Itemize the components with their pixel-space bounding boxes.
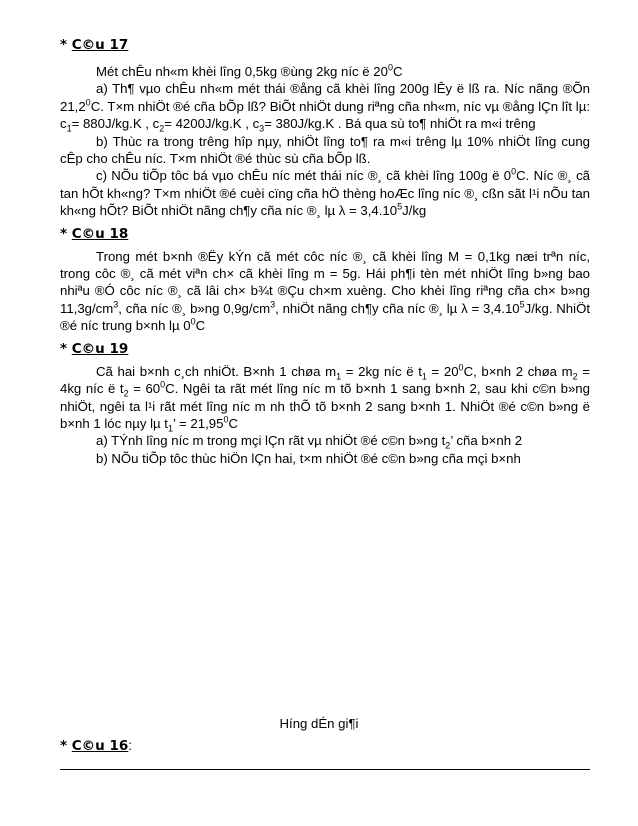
question-16-heading: * C©u 16: <box>60 738 133 754</box>
question-17-part-c: c) NÕu tiÕp tôc bá vµo chÊu níc mét thái níc ®¸ cã khèi lîng 100g ë $0^0C$. Níc ®¸ cã tan hÕt kh«ng? T×m nhiÖt ®é cuèi cïng cña hÖ thèng hoÆc lîng níc ®¸ cßn sãt l¹i nÕu tan kh«ng hÕt? BiÕt nhiÖt nãng ch¶y cña níc ®¸ lµ $\lambda = 3,4.10^5J/kg$ <box>60 167 591 219</box>
heading-star: * <box>60 225 72 242</box>
question-19-part-b: b) NÕu tiÕp tôc thùc hiÖn lÇn hai, t×m nhiÖt ®é c©n b»ng cña mçi b×nh <box>96 450 521 466</box>
document-body <box>60 36 590 467</box>
question-19-heading <box>60 340 590 358</box>
question-19-text: Cã hai b×nh c¸ch nhiÖt. B×nh 1 chøa $m_1 = 2kg$ níc ë $t_1 = 20^0C$, b×nh 2 chøa $m_2 = 4kg$ níc ë $t_2 = 60^0C$. Ngêi ta rãt mét lîng níc m tõ b×nh 1 sang b×nh 2, sau khi c©n b»ng nhiÖt, ngêi ta l¹i rãt mét lîng níc m nh thÕ tõ b×nh 2 sang b×nh 1. NhiÖt ®é c©n b»ng ë b×nh 1 lóc nµy lµ $t_1$’ = $21,95^0C$ <box>60 362 590 434</box>
question-17-part-a: a) Th¶ vµo chÊu nh«m mét thái ®ång cã khèi lîng 200g lÊy ë lß ra. Níc nãng ®Õn 21,2$^0$C. T×m nhiÖt ®é cña bÕp lß? BiÕt nhiÖt dung riªng cña nh«m, níc vµ ®ång lÇn lît lµ: $c_1= 880J/kg.K$ , $c_2= 4200J/kg.K$ , $c_3= 380J/kg.K$ . Bá qua sù to¶ nhiÖt ra m«i trêng <box>60 81 590 134</box>
question-17-heading <box>60 36 590 54</box>
question-19-number: C©u 19 <box>71 340 129 357</box>
solution-guide-title: Híng dÉn gi¶i <box>279 716 359 731</box>
heading-star: * <box>60 37 72 53</box>
horizontal-divider <box>60 769 590 770</box>
question-17-number: C©u 17 <box>71 37 129 53</box>
question-17-part-b: b) Thùc ra trong trêng hîp nµy, nhiÖt lîng to¶ ra m«i trêng lµ 10% nhiÖt lîng cung cÊp cho chÊu níc. T×m nhiÖt ®é thùc sù cña bÕp lß. <box>60 133 590 167</box>
question-18-text: Trong mét b×nh ®Ëy kÝn cã mét côc níc ®¸ cã khèi lîng M = 0,1kg næi trªn níc, trong côc ®¸ cã mét viªn ch× cã khèi lîng m = 5g. Hái ph¶i tèn mét nhiÖt lîng b»ng bao nhiªu ®Ó côc níc ®¸ cã lâi ch× b¾t ®Çu ch×m xuèng. Cho khèi lîng riªng cña ch× b»ng $11,3g/cm^3$, cña níc ®¸ b»ng $0,9g/cm^3$, nhiÖt nãng ch¶y cña níc ®¸ lµ $\lambda = 3,4.10^5J/kg$. NhiÖt ®é níc trung b×nh lµ $0^0C$ <box>60 248 590 334</box>
heading-star: * <box>60 738 72 754</box>
question-17-intro: Mét chÊu nh«m khèi lîng 0,5kg ®ùng 2kg níc ë $20^0C$ <box>96 62 403 79</box>
heading-star: * <box>60 340 72 357</box>
question-18-heading <box>60 225 590 243</box>
question-19-part-a: a) TÝnh lîng níc m trong mçi lÇn rãt vµ nhiÖt ®é c©n b»ng $t_2$’ cña b×nh 2 <box>96 433 523 451</box>
question-18-number: C©u 18 <box>71 225 129 242</box>
question-16-number: C©u 16 <box>71 738 129 754</box>
